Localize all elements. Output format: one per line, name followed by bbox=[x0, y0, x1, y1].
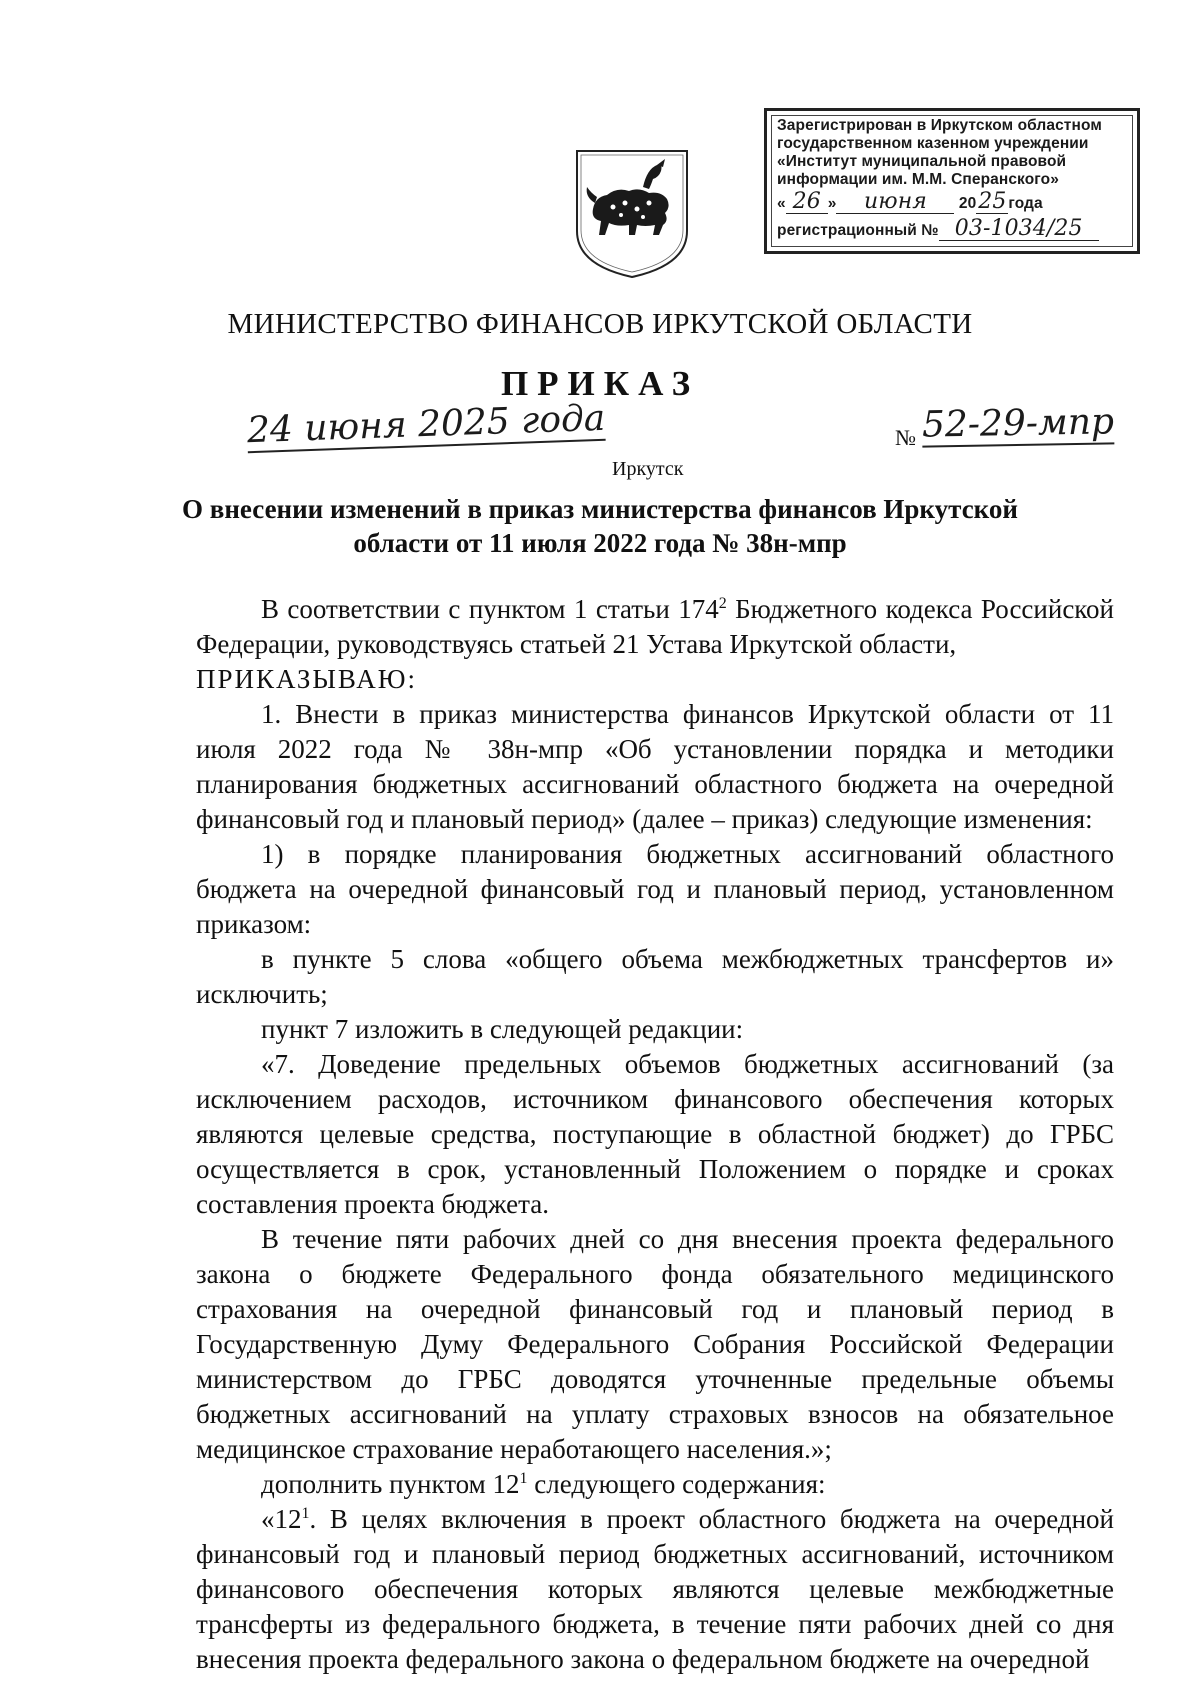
stamp-year-prefix: 20 bbox=[958, 195, 977, 212]
title-line: области от 11 июля 2022 года № 38н-мпр bbox=[353, 528, 847, 558]
stamp-line: Зарегистрирован в Иркутском областном bbox=[777, 117, 1102, 134]
order-heading: ПРИКАЗ bbox=[500, 364, 700, 403]
stamp-year-word: года bbox=[1008, 195, 1043, 212]
paragraph: дополнить пунктом $12^1$ следующего содержания: bbox=[261, 1469, 826, 1499]
coat-of-arms-icon bbox=[573, 147, 691, 281]
handwritten-date bbox=[246, 399, 606, 451]
stamp-date-row bbox=[777, 189, 1129, 214]
stamp-line: государственном казенном учреждении bbox=[777, 135, 1089, 152]
stamp-day: 26 bbox=[792, 189, 821, 214]
paragraph: 1) в порядке планирования бюджетных ассигнований областного бюджета на очередной финансовый год и плановый период, установленном приказом: bbox=[196, 839, 1114, 939]
paragraph-order-word: ПРИКАЗЫВАЮ: bbox=[196, 664, 417, 694]
handwritten-number bbox=[922, 402, 1115, 445]
ministry-name: МИНИСТЕРСТВО ФИНАНСОВ ИРКУТСКОЙ ОБЛАСТИ bbox=[227, 308, 973, 340]
stamp-month: июня bbox=[863, 189, 927, 214]
stamp-reg-number: 03-1034/25 bbox=[954, 216, 1083, 241]
date-value: 24 июня 2025 года bbox=[246, 397, 606, 452]
paragraph: «7. Доведение предельных объемов бюджетных ассигнований (за исключением расходов, источником финансового обеспечения которых являются целевые средства, поступающие в областной бюджет) до ГРБС осуществляется в срок, установленный Положением о порядке и сроках составления проекта бюджета. bbox=[196, 1049, 1114, 1219]
stamp-quote: « bbox=[777, 195, 786, 212]
paragraph: в пункте 5 слова «общего объема межбюджетных трансфертов и» исключить; bbox=[196, 944, 1114, 1009]
number-label: № bbox=[895, 425, 916, 450]
stamp-year-suffix: 25 bbox=[978, 189, 1007, 214]
paragraph: «$12^1$. В целях включения в проект областного бюджета на очередной финансовый год и плановый период бюджетных ассигнований, источником финансового обеспечения которых являются целевые межбюджетные трансферты из федерального бюджета, в течение пяти рабочих дней со дня внесения проекта федерального закона о федеральном бюджете на очередной bbox=[196, 1504, 1114, 1674]
stamp-reg-row bbox=[777, 216, 1129, 241]
paragraph: В соответствии с пунктом 1 статьи $174^2$ Бюджетного кодекса Российской Федерации, руководствуясь статьей 21 Устава Иркутской области, bbox=[196, 594, 1114, 659]
title-line: О внесении изменений в приказ министерства финансов Иркутской bbox=[182, 494, 1018, 524]
city-name: Иркутск bbox=[612, 458, 684, 480]
stamp-reg-label: регистрационный № bbox=[777, 222, 939, 239]
registration-stamp bbox=[764, 108, 1140, 254]
paragraph: В течение пяти рабочих дней со дня внесения проекта федерального закона о бюджете Федерального фонда обязательного медицинского страхования на очередной финансовый год и плановый период в Государственную Думу Федерального Собрания Российской Федерации министерством до ГРБС доводятся уточненные предельные объемы бюджетных ассигнований на уплату страховых взносов на обязательное медицинское страхование неработающего населения.»; bbox=[196, 1224, 1114, 1464]
paragraph: 1. Внести в приказ министерства финансов Иркутской области от 11 июля 2022 года № 38н-мпр «Об установлении порядка и методики планирования бюджетных ассигнований областного бюджета на очередной финансовый год и плановый период» (далее – приказ) следующие изменения: bbox=[196, 699, 1114, 834]
document-title bbox=[120, 492, 1080, 560]
document-body bbox=[196, 592, 1114, 1677]
stamp-line: «Институт муниципальной правовой bbox=[777, 153, 1067, 170]
paragraph: пункт 7 изложить в следующей редакции: bbox=[261, 1014, 744, 1044]
stamp-quote: » bbox=[827, 195, 837, 212]
number-value: 52-29-мпр bbox=[921, 401, 1115, 446]
stamp-line: информации им. М.М. Сперанского» bbox=[777, 171, 1059, 188]
